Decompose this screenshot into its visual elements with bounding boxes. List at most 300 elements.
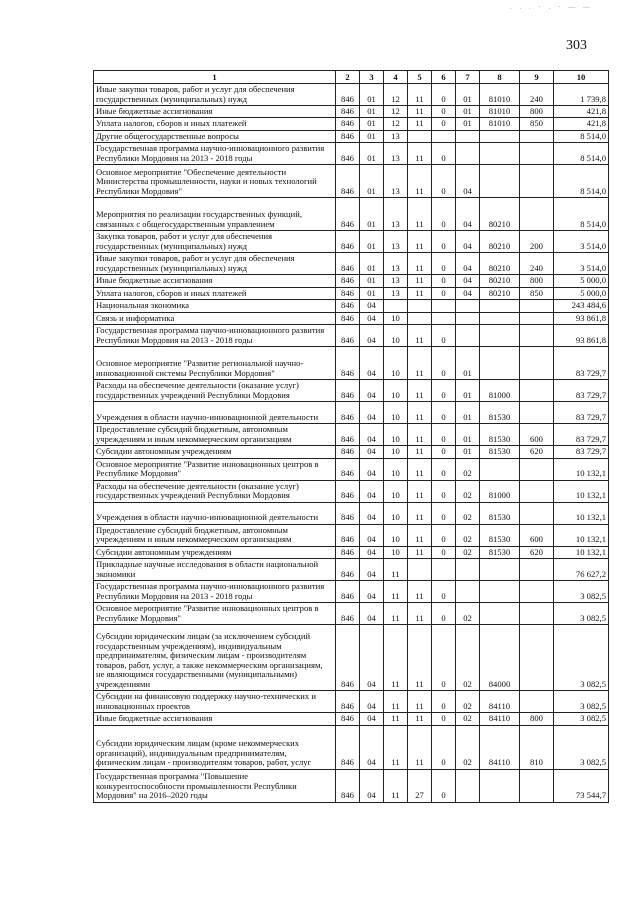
cell-subsection: 13 [384, 143, 408, 165]
cell-ministry-code: 846 [336, 198, 360, 231]
cell-subsection: 10 [384, 546, 408, 558]
cell-section: 01 [360, 143, 384, 165]
cell-amount: 10 132,1 [554, 458, 609, 480]
cell-program: 11 [408, 725, 432, 769]
cell-subsection: 11 [384, 603, 408, 625]
cell-subsection: 11 [384, 769, 408, 802]
column-header: 1 [94, 71, 336, 84]
row-description: Учреждения в области научно-инновационной деятельности [94, 402, 336, 424]
cell-program: 11 [408, 380, 432, 402]
cell-program: 11 [408, 198, 432, 231]
row-description: Субсидии автономным учреждениям [94, 446, 336, 458]
cell-section: 04 [360, 424, 384, 446]
cell-section: 01 [360, 275, 384, 287]
column-header: 5 [408, 71, 432, 84]
cell-event: 04 [456, 253, 480, 275]
cell-subprogram: 0 [432, 725, 456, 769]
table-row [94, 106, 609, 118]
row-description: Государственная программа "Повышение конкурентоспособности промышленности Республики Мордовия" на 2016–2020 годы [94, 769, 336, 802]
cell-direction: 81530 [480, 524, 520, 546]
table-row [94, 143, 609, 165]
cell-amount: 8 514,0 [554, 143, 609, 165]
cell-event [456, 300, 480, 312]
cell-section: 01 [360, 130, 384, 142]
cell-event: 02 [456, 458, 480, 480]
cell-subprogram: 0 [432, 524, 456, 546]
cell-subprogram: 0 [432, 546, 456, 558]
cell-direction [480, 559, 520, 581]
cell-expense-type: 600 [520, 424, 554, 446]
cell-event: 01 [456, 402, 480, 424]
cell-ministry-code: 846 [336, 480, 360, 502]
cell-amount: 83 729,7 [554, 446, 609, 458]
table-row [94, 458, 609, 480]
table-row [94, 502, 609, 524]
cell-amount: 3 082,5 [554, 725, 609, 769]
table-row [94, 769, 609, 802]
table-row [94, 546, 609, 558]
cell-expense-type: 240 [520, 84, 554, 106]
cell-subsection: 13 [384, 130, 408, 142]
column-header: 10 [554, 71, 609, 84]
cell-expense-type: 620 [520, 546, 554, 558]
cell-subsection: 12 [384, 118, 408, 130]
cell-section: 04 [360, 559, 384, 581]
cell-event: 04 [456, 231, 480, 253]
cell-event [456, 312, 480, 324]
cell-ministry-code: 846 [336, 603, 360, 625]
cell-subsection: 10 [384, 458, 408, 480]
cell-event: 02 [456, 725, 480, 769]
cell-event: 01 [456, 380, 480, 402]
cell-expense-type: 800 [520, 106, 554, 118]
row-description: Иные закупки товаров, работ и услуг для обеспечения государственных (муниципальных) нужд [94, 253, 336, 275]
cell-program [408, 312, 432, 324]
cell-direction: 81530 [480, 546, 520, 558]
row-description: Предоставление субсидий бюджетным, автономным учреждениям и иным некоммерческим организациям [94, 424, 336, 446]
cell-subprogram [432, 300, 456, 312]
cell-ministry-code: 846 [336, 691, 360, 713]
table-row [94, 524, 609, 546]
row-description: Национальная экономика [94, 300, 336, 312]
cell-subprogram: 0 [432, 625, 456, 691]
cell-direction: 81530 [480, 402, 520, 424]
cell-subprogram: 0 [432, 287, 456, 299]
cell-direction: 81010 [480, 106, 520, 118]
cell-subprogram: 0 [432, 118, 456, 130]
cell-direction [480, 312, 520, 324]
cell-amount: 10 132,1 [554, 546, 609, 558]
cell-program: 11 [408, 118, 432, 130]
cell-subprogram: 0 [432, 380, 456, 402]
cell-program: 11 [408, 231, 432, 253]
cell-section: 04 [360, 458, 384, 480]
cell-amount: 3 514,0 [554, 253, 609, 275]
row-description: Основное мероприятие "Развитие региональной научно-инновационной системы Республики Мордовия" [94, 347, 336, 380]
cell-expense-type [520, 143, 554, 165]
cell-direction [480, 769, 520, 802]
cell-amount: 8 514,0 [554, 198, 609, 231]
cell-ministry-code: 846 [336, 446, 360, 458]
row-description: Основное мероприятие "Развитие инновационных центров в Республике Мордовия" [94, 603, 336, 625]
cell-program: 11 [408, 402, 432, 424]
table-row [94, 625, 609, 691]
table-header-row [94, 71, 609, 84]
cell-ministry-code: 846 [336, 300, 360, 312]
cell-amount: 10 132,1 [554, 524, 609, 546]
cell-event: 01 [456, 424, 480, 446]
cell-section: 04 [360, 402, 384, 424]
cell-direction: 84000 [480, 625, 520, 691]
cell-direction [480, 130, 520, 142]
row-description: Государственная программа научно-инновационного развития Республики Мордовия на 2013 - 2018 годы [94, 581, 336, 603]
cell-ministry-code: 846 [336, 130, 360, 142]
cell-expense-type [520, 480, 554, 502]
row-description: Учреждения в области научно-инновационной деятельности [94, 502, 336, 524]
cell-subprogram: 0 [432, 198, 456, 231]
cell-subsection: 10 [384, 502, 408, 524]
cell-expense-type [520, 458, 554, 480]
cell-amount: 83 729,7 [554, 402, 609, 424]
cell-section: 01 [360, 118, 384, 130]
cell-event [456, 559, 480, 581]
cell-section: 04 [360, 312, 384, 324]
cell-section: 01 [360, 165, 384, 198]
cell-amount: 3 082,5 [554, 603, 609, 625]
cell-subsection: 11 [384, 559, 408, 581]
cell-program: 11 [408, 106, 432, 118]
cell-program: 11 [408, 625, 432, 691]
cell-direction [480, 603, 520, 625]
table-row [94, 559, 609, 581]
cell-event: 04 [456, 287, 480, 299]
cell-subprogram: 0 [432, 84, 456, 106]
row-description: Уплата налогов, сборов и иных платежей [94, 287, 336, 299]
cell-ministry-code: 846 [336, 402, 360, 424]
cell-amount: 3 514,0 [554, 231, 609, 253]
cell-section: 04 [360, 380, 384, 402]
cell-subprogram: 0 [432, 581, 456, 603]
cell-subsection: 10 [384, 446, 408, 458]
cell-subsection: 13 [384, 198, 408, 231]
cell-direction: 80210 [480, 231, 520, 253]
cell-amount: 3 082,5 [554, 581, 609, 603]
cell-subsection: 10 [384, 424, 408, 446]
table-row [94, 253, 609, 275]
budget-table [93, 70, 609, 803]
table-row [94, 380, 609, 402]
table-row [94, 480, 609, 502]
table-row [94, 402, 609, 424]
cell-section: 04 [360, 603, 384, 625]
cell-section: 04 [360, 769, 384, 802]
cell-ministry-code: 846 [336, 559, 360, 581]
cell-expense-type: 810 [520, 725, 554, 769]
cell-section: 04 [360, 581, 384, 603]
cell-expense-type [520, 769, 554, 802]
table-row [94, 130, 609, 142]
cell-subsection: 13 [384, 275, 408, 287]
cell-ministry-code: 846 [336, 380, 360, 402]
cell-section: 04 [360, 480, 384, 502]
row-description: Закупка товаров, работ и услуг для обеспечения государственных (муниципальных) нужд [94, 231, 336, 253]
cell-amount: 83 729,7 [554, 347, 609, 380]
cell-subprogram [432, 312, 456, 324]
cell-expense-type [520, 198, 554, 231]
cell-program: 11 [408, 713, 432, 725]
cell-event: 02 [456, 546, 480, 558]
cell-subsection: 13 [384, 231, 408, 253]
cell-subsection: 13 [384, 253, 408, 275]
cell-subprogram: 0 [432, 446, 456, 458]
cell-amount: 83 729,7 [554, 380, 609, 402]
cell-direction: 80210 [480, 198, 520, 231]
cell-section: 01 [360, 106, 384, 118]
row-description: Иные бюджетные ассигнования [94, 275, 336, 287]
cell-subprogram: 0 [432, 275, 456, 287]
cell-amount: 8 514,0 [554, 165, 609, 198]
cell-ministry-code: 846 [336, 325, 360, 347]
cell-direction: 81530 [480, 446, 520, 458]
cell-program: 11 [408, 502, 432, 524]
table-row [94, 198, 609, 231]
cell-subsection: 10 [384, 312, 408, 324]
cell-subprogram: 0 [432, 502, 456, 524]
cell-ministry-code: 846 [336, 347, 360, 380]
cell-expense-type: 850 [520, 287, 554, 299]
cell-program: 11 [408, 325, 432, 347]
cell-subsection: 11 [384, 581, 408, 603]
cell-event: 02 [456, 524, 480, 546]
cell-expense-type: 800 [520, 713, 554, 725]
cell-subprogram [432, 559, 456, 581]
cell-expense-type [520, 603, 554, 625]
cell-expense-type: 850 [520, 118, 554, 130]
row-description: Расходы на обеспечение деятельности (оказание услуг) государственных учреждений Республики Мордовия [94, 480, 336, 502]
column-header: 9 [520, 71, 554, 84]
row-description: Иные бюджетные ассигнования [94, 713, 336, 725]
cell-section: 01 [360, 231, 384, 253]
cell-section: 04 [360, 546, 384, 558]
cell-subsection [384, 300, 408, 312]
cell-subprogram: 0 [432, 165, 456, 198]
cell-event [456, 130, 480, 142]
cell-section: 04 [360, 300, 384, 312]
cell-ministry-code: 846 [336, 769, 360, 802]
cell-subprogram: 0 [432, 458, 456, 480]
cell-event: 02 [456, 603, 480, 625]
cell-event: 01 [456, 84, 480, 106]
cell-ministry-code: 846 [336, 725, 360, 769]
cell-expense-type [520, 402, 554, 424]
cell-expense-type [520, 691, 554, 713]
cell-expense-type: 600 [520, 524, 554, 546]
column-header: 3 [360, 71, 384, 84]
cell-event: 02 [456, 625, 480, 691]
cell-program: 11 [408, 603, 432, 625]
cell-ministry-code: 846 [336, 424, 360, 446]
cell-direction: 80210 [480, 287, 520, 299]
row-description: Субсидии автономным учреждениям [94, 546, 336, 558]
cell-ministry-code: 846 [336, 165, 360, 198]
cell-expense-type [520, 165, 554, 198]
cell-subprogram: 0 [432, 106, 456, 118]
cell-subsection: 11 [384, 713, 408, 725]
cell-amount: 93 861,8 [554, 312, 609, 324]
cell-direction: 81010 [480, 84, 520, 106]
cell-amount: 73 544,7 [554, 769, 609, 802]
cell-subprogram: 0 [432, 769, 456, 802]
scan-marks: . . . · . · — — [510, 3, 593, 11]
row-description: Субсидии юридическим лицам (кроме некоммерческих организаций), индивидуальным предпринимателям, физическим лицам - производителям товаров, работ, услуг [94, 725, 336, 769]
cell-section: 04 [360, 713, 384, 725]
cell-subprogram: 0 [432, 424, 456, 446]
row-description: Субсидии на финансовую поддержку научно-технических и инновационных проектов [94, 691, 336, 713]
cell-amount: 76 627,2 [554, 559, 609, 581]
cell-subprogram: 0 [432, 231, 456, 253]
cell-program: 11 [408, 275, 432, 287]
cell-event: 01 [456, 106, 480, 118]
cell-program: 11 [408, 165, 432, 198]
table-row [94, 275, 609, 287]
cell-event: 04 [456, 275, 480, 287]
page-number: 303 [566, 38, 587, 53]
cell-section: 04 [360, 325, 384, 347]
cell-program [408, 559, 432, 581]
cell-subsection: 10 [384, 347, 408, 380]
cell-section: 01 [360, 253, 384, 275]
cell-expense-type: 240 [520, 253, 554, 275]
cell-amount: 1 739,8 [554, 84, 609, 106]
cell-ministry-code: 846 [336, 275, 360, 287]
cell-amount: 10 132,1 [554, 480, 609, 502]
row-description: Иные бюджетные ассигнования [94, 106, 336, 118]
table-row [94, 691, 609, 713]
cell-expense-type [520, 380, 554, 402]
cell-amount: 421,8 [554, 118, 609, 130]
table-row [94, 424, 609, 446]
cell-program: 27 [408, 769, 432, 802]
cell-program: 11 [408, 424, 432, 446]
cell-ministry-code: 846 [336, 118, 360, 130]
cell-section: 01 [360, 198, 384, 231]
cell-direction [480, 347, 520, 380]
cell-ministry-code: 846 [336, 581, 360, 603]
cell-direction: 84110 [480, 725, 520, 769]
cell-subprogram: 0 [432, 347, 456, 380]
row-description: Другие общегосударственные вопросы [94, 130, 336, 142]
cell-program [408, 130, 432, 142]
cell-ministry-code: 846 [336, 253, 360, 275]
row-description: Субсидии юридическим лицам (за исключением субсидий государственным учреждениям), индивидуальным предпринимателям, физическим лицам - производителям товаров, работ, услуг, а также некоммерческим организациям, не являющимся государственными (муниципальными) учреждениями [94, 625, 336, 691]
cell-event [456, 769, 480, 802]
cell-program: 11 [408, 458, 432, 480]
cell-ministry-code: 846 [336, 713, 360, 725]
cell-program: 11 [408, 480, 432, 502]
cell-direction [480, 300, 520, 312]
cell-amount: 3 082,5 [554, 713, 609, 725]
cell-expense-type [520, 581, 554, 603]
row-description: Мероприятия по реализации государственных функций, связанных с общегосударственным управлением [94, 198, 336, 231]
row-description: Государственная программа научно-инновационного развития Республики Мордовия на 2013 - 2018 годы [94, 325, 336, 347]
column-header: 8 [480, 71, 520, 84]
table-row [94, 603, 609, 625]
cell-program: 11 [408, 347, 432, 380]
cell-event: 01 [456, 118, 480, 130]
cell-subsection: 12 [384, 106, 408, 118]
cell-ministry-code: 846 [336, 231, 360, 253]
row-description: Государственная программа научно-инновационного развития Республики Мордовия на 2013 - 2018 годы [94, 143, 336, 165]
table-row [94, 300, 609, 312]
cell-section: 01 [360, 84, 384, 106]
cell-program: 11 [408, 524, 432, 546]
cell-program: 11 [408, 546, 432, 558]
cell-ministry-code: 846 [336, 84, 360, 106]
cell-event: 02 [456, 713, 480, 725]
cell-direction: 80210 [480, 275, 520, 287]
cell-expense-type [520, 625, 554, 691]
row-description: Основное мероприятие "Развитие инновационных центров в Республике Мордовия" [94, 458, 336, 480]
cell-expense-type [520, 300, 554, 312]
table-row [94, 581, 609, 603]
column-header: 2 [336, 71, 360, 84]
row-description: Расходы на обеспечение деятельности (оказание услуг) государственных учреждений Республики Мордовия [94, 380, 336, 402]
cell-event: 02 [456, 502, 480, 524]
cell-subprogram: 0 [432, 253, 456, 275]
table-row [94, 713, 609, 725]
cell-section: 04 [360, 347, 384, 380]
cell-section: 04 [360, 446, 384, 458]
cell-subsection: 10 [384, 524, 408, 546]
table-body [94, 84, 609, 803]
cell-subsection: 10 [384, 325, 408, 347]
cell-subsection: 13 [384, 287, 408, 299]
cell-program: 11 [408, 287, 432, 299]
cell-ministry-code: 846 [336, 625, 360, 691]
cell-expense-type [520, 312, 554, 324]
column-header: 6 [432, 71, 456, 84]
cell-direction: 84110 [480, 691, 520, 713]
row-description: Уплата налогов, сборов и иных платежей [94, 118, 336, 130]
cell-ministry-code: 846 [336, 143, 360, 165]
cell-subprogram: 0 [432, 402, 456, 424]
cell-program: 11 [408, 581, 432, 603]
cell-event: 02 [456, 691, 480, 713]
cell-direction: 81010 [480, 118, 520, 130]
cell-subsection: 10 [384, 480, 408, 502]
cell-amount: 93 861,8 [554, 325, 609, 347]
cell-expense-type [520, 130, 554, 142]
cell-section: 01 [360, 287, 384, 299]
cell-ministry-code: 846 [336, 502, 360, 524]
cell-amount: 5 000,0 [554, 287, 609, 299]
cell-expense-type: 620 [520, 446, 554, 458]
cell-amount: 8 514,0 [554, 130, 609, 142]
table-row [94, 725, 609, 769]
cell-subsection: 11 [384, 725, 408, 769]
cell-direction [480, 581, 520, 603]
cell-program: 11 [408, 84, 432, 106]
row-description: Иные закупки товаров, работ и услуг для обеспечения государственных (муниципальных) нужд [94, 84, 336, 106]
cell-expense-type: 800 [520, 275, 554, 287]
cell-subprogram: 0 [432, 713, 456, 725]
cell-subsection: 11 [384, 625, 408, 691]
cell-event: 01 [456, 446, 480, 458]
cell-section: 04 [360, 524, 384, 546]
cell-ministry-code: 846 [336, 106, 360, 118]
cell-subsection: 10 [384, 402, 408, 424]
cell-amount: 83 729,7 [554, 424, 609, 446]
